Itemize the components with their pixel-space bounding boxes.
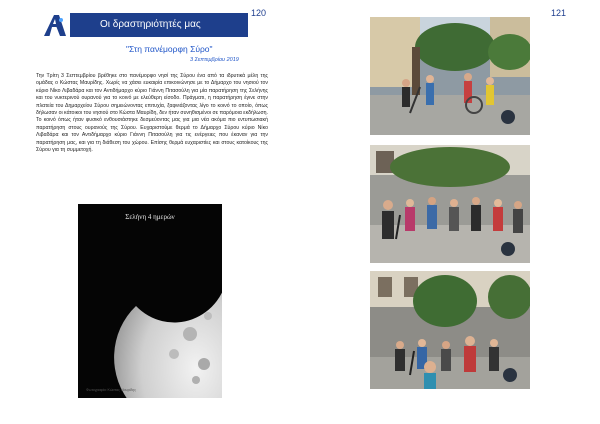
moon-credit: Φωτογραφία: Κώστας Μαυρίδης <box>86 387 136 392</box>
moon-photo <box>78 204 222 398</box>
page-number-left: 120 <box>251 8 267 18</box>
section-header <box>38 13 248 37</box>
club-logo <box>38 13 70 37</box>
event-photo-2 <box>370 145 530 263</box>
event-photo-3 <box>370 271 530 389</box>
page-number-right: 121 <box>551 8 567 18</box>
article-body: Την Τρίτη 3 Σεπτεμβρίου βρέθηκε στο πανέμορφο νησί της Σύρου ένα από τα ιδρυτικά μέλη της ομάδας ο Κώστας Μαυρίδης. Χωρίς να χάσει ευκαιρία επικοινώνησε με το Δήμαρχο του νησιού τον κύριο Νίκο Λιβαδάρα και τον Αντιδήμαρχο κύριο Γιάννη Πιτασούλη για μία παρατήρηση της Σελήνης και του νυκτερινού ουρανού για το κοινό με ελεύθερη είσοδο. Πράγματι, η παρατήρηση έγινε στην πλατεία του Δημαρχείου Σύρου σημειώνοντας επιτυχία, ξαφνιάζοντας λίγο το κοινό το οποίο, όπως δήλωσαν οι κάτοικοι του νησιού στο Κώστα Μαυρίδη, δεν ήταν συνηθισμένοι σε παρόμοια εκδήλωση. Το κοινό όπως ήταν φυσικό ενθουσιάστηκε δεσμεύοντας μας για μια νέα ακόμα πιο εντυπωσιακή παρατήρηση στους ουρανούς της Σύρου. Ευχαριστούμε θερμά το Δήμαρχο Σύρου κύριο Νίκο Λιβαδάρα και τον Αντιδήμαρχο κύριο Γιάννη Πιτασούλη για τις ενέργειες που έκαναν για την παρατήρηση μας, και για τη διάθεση του χώρου. Επίσης θερμά ευχαριστίες και στους κατοίκους της Σύρου για τη συμμετοχή. <box>36 73 268 154</box>
article-date: 3 Σεπτεμβρίου 2019 <box>190 57 239 63</box>
header-title: Οι δραστηριότητές μας <box>100 19 201 30</box>
article-title: "Στη πανέμορφη Σύρο" <box>126 44 213 54</box>
moon-caption: Σελήνη 4 ημερών <box>125 213 175 221</box>
event-photo-1 <box>370 17 530 135</box>
